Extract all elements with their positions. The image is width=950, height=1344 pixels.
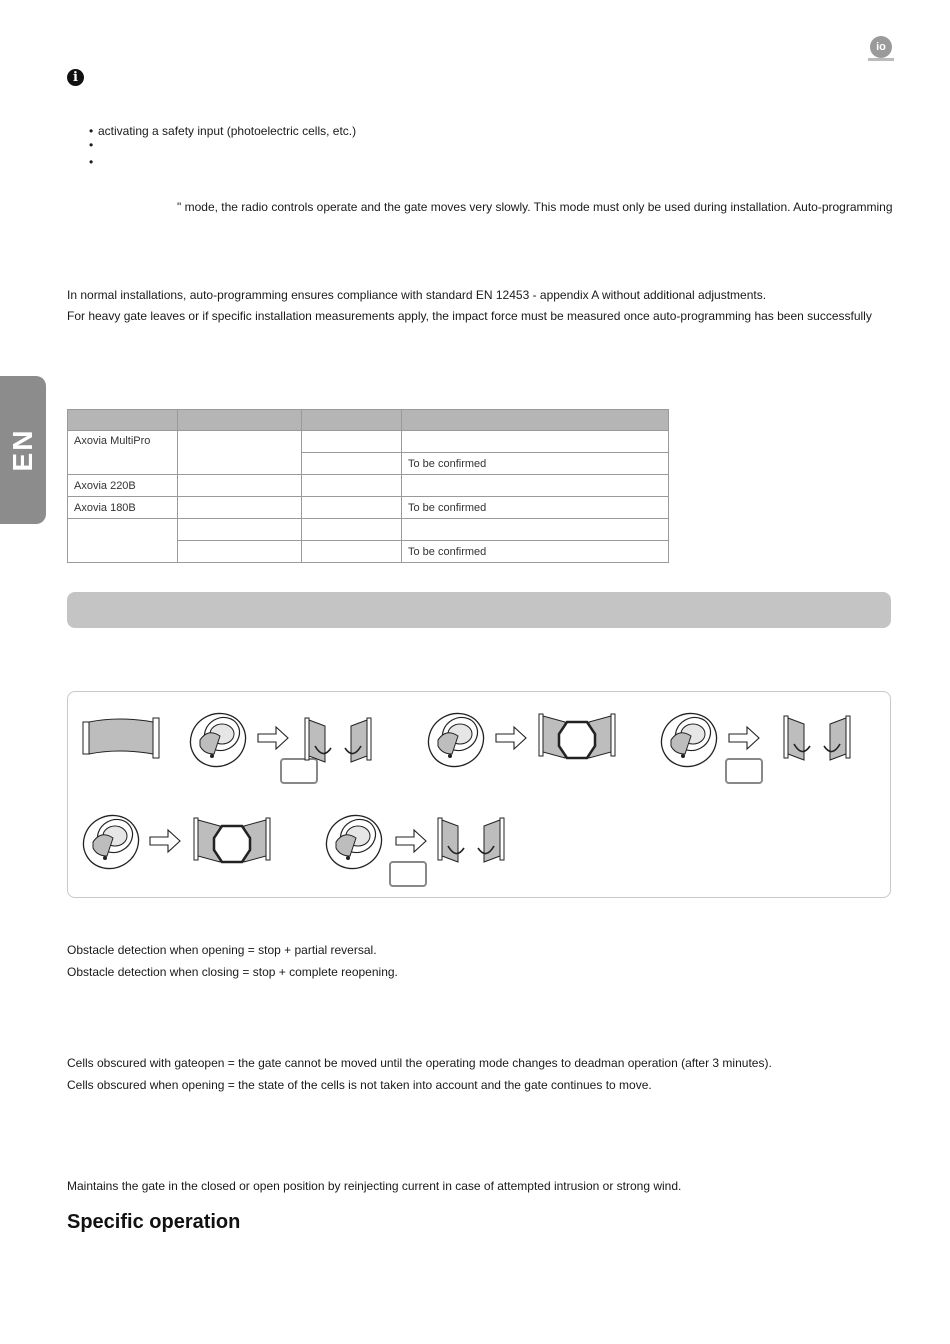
table-row: [68, 475, 669, 497]
obstacle-text: Obstacle detection when closing = stop + complete reopening.: [67, 965, 398, 979]
operation-diagram: [67, 691, 891, 898]
table-cell: [302, 497, 402, 519]
gate-opening-icon: [438, 818, 504, 862]
table-header-cell: [68, 410, 178, 431]
bullet-marker: •: [89, 155, 94, 169]
table-header-cell: [178, 410, 302, 431]
table-cell: [178, 475, 302, 497]
table-cell: Axovia 180B: [68, 497, 178, 519]
table-cell: Axovia MultiPro: [68, 431, 178, 475]
table-header-cell: [302, 410, 402, 431]
cells-text: Cells obscured with gateopen = the gate cannot be moved until the operating mode changes to deadman operation (after 3 minutes).: [67, 1056, 772, 1070]
table-cell: [402, 431, 669, 453]
table-cell: [178, 519, 302, 541]
reinject-text: Maintains the gate in the closed or open position by reinjecting current in case of attempted intrusion or strong wind.: [67, 1179, 682, 1193]
table-row: [68, 431, 669, 453]
table-header-cell: [402, 410, 669, 431]
remote-control-icon: [317, 805, 391, 878]
bullet-marker: •: [89, 138, 94, 152]
table-cell: [178, 497, 302, 519]
table-cell: [178, 541, 302, 563]
table-row: [68, 519, 669, 541]
arrow-right-icon: [496, 727, 526, 749]
timer-box: [390, 862, 426, 886]
gate-stop-icon: [539, 714, 615, 758]
table-row: [68, 497, 669, 519]
table-cell: [302, 519, 402, 541]
section-band: [67, 592, 891, 628]
closed-gate-icon: [83, 718, 159, 758]
table-cell: [402, 475, 669, 497]
remote-control-icon: [419, 703, 493, 776]
gate-opening-icon: [305, 718, 371, 762]
table-cell: [68, 519, 178, 563]
language-label: EN: [7, 428, 38, 472]
arrow-right-icon: [396, 830, 426, 852]
table-cell: [402, 519, 669, 541]
logo-underline: [868, 58, 894, 61]
table-cell: [302, 453, 402, 475]
arrow-right-icon: [729, 727, 759, 749]
io-logo-icon: io: [870, 36, 892, 58]
table-cell: [302, 541, 402, 563]
table-cell: To be confirmed: [402, 453, 669, 475]
table-cell: [302, 431, 402, 453]
table-cell: [178, 431, 302, 475]
remote-control-icon: [74, 805, 148, 878]
obstacle-text: Obstacle detection when opening = stop + partial reversal.: [67, 943, 377, 957]
table-cell: To be confirmed: [402, 541, 669, 563]
remote-control-icon: [181, 703, 255, 776]
bullet-item: activating a safety input (photoelectric cells, etc.): [98, 124, 357, 138]
table-cell: [302, 475, 402, 497]
gate-closing-icon: [784, 716, 850, 760]
language-tab: [0, 376, 46, 524]
timer-box: [726, 759, 762, 783]
arrow-right-icon: [258, 727, 288, 749]
compliance-text: For heavy gate leaves or if specific installation measurements apply, the impact force must be measured once auto-programming has been successfully: [67, 309, 872, 323]
section-heading: Specific operation: [67, 1211, 241, 1233]
table-cell: Axovia 220B: [68, 475, 178, 497]
timer-box: [281, 759, 317, 783]
gate-stop-icon: [194, 818, 270, 862]
cells-text: Cells obscured when opening = the state of the cells is not taken into account and the gate continues to move.: [67, 1078, 652, 1092]
table-cell: To be confirmed: [402, 497, 669, 519]
operation-diagram-graphic: [68, 692, 890, 897]
mode-note: " mode, the radio controls operate and the gate moves very slowly. This mode must only be used during installation. Auto-programming: [177, 200, 893, 214]
remote-control-icon: [652, 703, 726, 776]
table-header-row: [68, 410, 669, 431]
compliance-text: In normal installations, auto-programming ensures compliance with standard EN 12453 - appendix A without additional adjustments.: [67, 288, 767, 302]
arrow-right-icon: [150, 830, 180, 852]
specification-table: [67, 409, 669, 563]
bullet-marker: •: [89, 124, 94, 138]
info-icon: i: [67, 69, 84, 86]
